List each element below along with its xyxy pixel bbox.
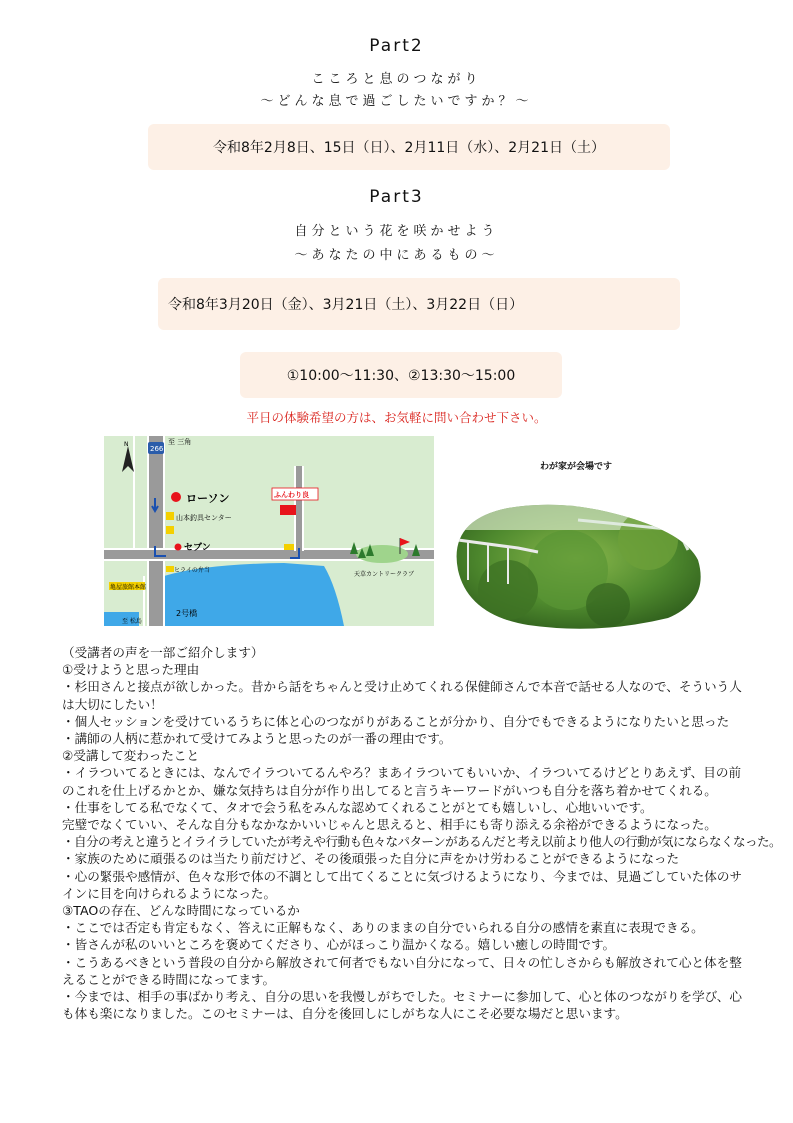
seven-marker-icon bbox=[175, 544, 182, 551]
part2-subtitle: こころと息のつながり bbox=[311, 72, 482, 87]
yamamoto-label: 山本釣具センター bbox=[176, 514, 232, 522]
testimonial-item: ・仕事をしてる私でなくて、タオで会う私をみんな認めてくれることがとても嬉しいし、心地いいです。 bbox=[62, 799, 653, 815]
map-graphic bbox=[104, 436, 434, 626]
testimonial-item: ・家族のために頑張るのは当たり前だけど、その後頑張った自分に声をかけ労わることができるようになった bbox=[62, 851, 680, 867]
part3-dates: 令和8年3月20日（金）、3月21日（土）、3月22日（日） bbox=[168, 297, 524, 313]
testimonial-item: ・心の緊張や感情が、色々な形で体の不調として出てくることに気づけるようになり、今までは、見過ごしていた体のサインに目を向けられるようになった。 bbox=[62, 868, 743, 901]
question-heading: ①受けようと思った理由 bbox=[62, 662, 200, 678]
part2-dates-box bbox=[148, 124, 670, 170]
part2-subtitle-2: ～どんな息で過ごしたいですか？～ bbox=[260, 94, 533, 109]
golf-label: 天草カントリークラブ bbox=[354, 571, 415, 578]
session-times: ①10:00～11:30、②13:30～15:00 bbox=[286, 368, 516, 384]
question-heading: ②受講して変わったこと bbox=[62, 748, 200, 764]
part3-dates-box bbox=[158, 278, 680, 330]
golf-flag-icon bbox=[400, 538, 410, 546]
map-bottom-label: 至 松島 bbox=[122, 618, 142, 625]
part3-title: Part3 bbox=[369, 187, 424, 207]
part3-subtitle-2: ～あなたの中にあるもの～ bbox=[294, 248, 499, 263]
testimonials-section bbox=[62, 644, 781, 1022]
testimonial-item: ・こうあるべきという普段の自分から解放されて何者でもない自分になって、日々の忙しさからも解放されて心と体を整えることができる時間になってます。 bbox=[62, 954, 742, 987]
part3-subtitle: 自分という花を咲かせよう bbox=[294, 224, 499, 239]
north-arrow-icon bbox=[122, 446, 134, 472]
weekday-notice: 平日の体験希望の方は、お気軽に問い合わせ下さい。 bbox=[246, 410, 547, 425]
venue-marker bbox=[280, 505, 296, 515]
lawson-marker-icon bbox=[171, 492, 181, 502]
testimonial-item: ・今までは、相手の事ばかり考え、自分の思いを我慢しがちでした。セミナーに参加して、心と体のつながりを学び、心も体も楽になりました。このセミナーは、自分を後回しにしがちな人にこそ必要な場だと思います。 bbox=[62, 989, 742, 1022]
question-heading: ③TAOの存在、どんな時間になっているか bbox=[62, 903, 300, 919]
lawson-label: ローソン bbox=[186, 492, 230, 505]
testimonial-item: ・個人セッションを受けているうちに体と心のつながりがあることが分かり、自分でもできるようになりたいと思った bbox=[62, 713, 730, 729]
venue-photo bbox=[448, 500, 704, 630]
hirai-label: ヒライの弁当 bbox=[174, 567, 210, 574]
bridge-label: 2号橋 bbox=[176, 609, 198, 618]
venue-caption: わが家が会場です bbox=[540, 462, 613, 472]
part2-dates: 令和8年2月8日、15日（日）、2月11日（水）、2月21日（土） bbox=[213, 140, 605, 156]
testimonial-item: ・ここでは否定も肯定もなく、答えに正解もなく、ありのままの自分でいられる自分の感情を素直に表現できる。 bbox=[62, 920, 704, 936]
testimonial-item: ・イラついてるときには、なんでイラついてるんやろ？まあイラついてもいいか、イラついてるけどとりあえず、目の前のこれを仕上げるかとか、嫌な気持ちは自分が作り出してると言うキーワードがいつも自分を落ち着かせてくれる。 bbox=[62, 765, 742, 798]
kameya-label: 亀屋旅館本館 bbox=[110, 584, 147, 591]
access-map bbox=[104, 436, 434, 626]
testimonial-item: ・自分の考えと違うとイライラしていたが考えや行動も色々なパターンがあるんだと考え以前より他人の行動が気にならなくなった。 bbox=[62, 834, 781, 850]
testimonials-intro: （受講者の声を一部ご紹介します） bbox=[62, 645, 264, 660]
part2-title: Part2 bbox=[369, 36, 424, 56]
north-label: N bbox=[124, 441, 129, 448]
seven-label: セブン bbox=[184, 543, 211, 553]
testimonial-item: ・皆さんが私のいいところを褒めてくださり、心がほっこり温かくなる。嬉しい癒しの時間です。 bbox=[62, 937, 616, 953]
session-times-box bbox=[240, 352, 562, 398]
map-top-label: 至 三角 bbox=[168, 438, 192, 446]
testimonial-item: ・講師の人柄に惹かれて受けてみようと思ったのが一番の理由です。 bbox=[62, 731, 452, 747]
venue-label: ふんわり良 bbox=[274, 491, 309, 499]
route-number: 266 bbox=[150, 445, 164, 453]
testimonial-item: 完璧でなくていい、そんな自分もなかなかいいじゃんと思えると、相手にも寄り添える余裕ができるようになった。 bbox=[62, 817, 717, 833]
testimonial-item: ・杉田さんと接点が欲しかった。昔から話をちゃんと受け止めてくれる保健師さんで本音で話せる人なので、そういう人は大切にしたい！ bbox=[62, 679, 742, 712]
